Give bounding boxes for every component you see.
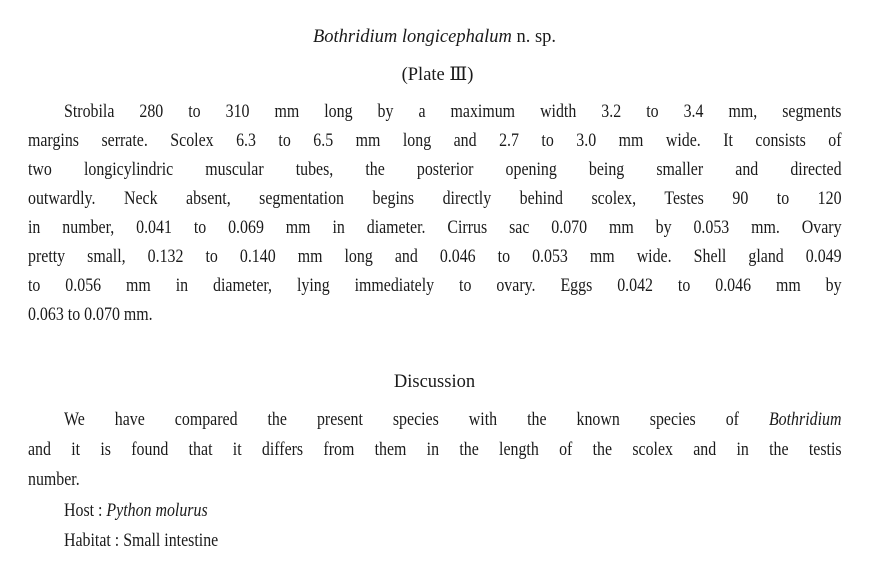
species-name: Bothridium longicephalum bbox=[312, 27, 512, 47]
habitat-value: Small intestine bbox=[123, 531, 219, 551]
description-line: two longicylindric muscular tubes, the posterior opening being smaller and directed bbox=[28, 160, 842, 180]
description-line: to 0.056 mm in diameter, lying immediately to ovary. Eggs 0.042 to 0.046 mm by bbox=[28, 276, 842, 296]
genus-name: Bothridium bbox=[768, 410, 842, 430]
discussion-line: number. bbox=[28, 470, 80, 490]
discussion-text: We have compared the present species with the known species of bbox=[64, 410, 739, 430]
description-line: Strobila 280 to 310 mm long by a maximum width 3.2 to 3.4 mm, segments bbox=[64, 102, 842, 122]
description-line: 0.063 to 0.070 mm. bbox=[28, 305, 153, 325]
discussion-heading: Discussion bbox=[393, 372, 476, 392]
species-title bbox=[0, 26, 869, 48]
host-line bbox=[64, 500, 208, 522]
host-label: Host : bbox=[64, 501, 103, 521]
description-line: margins serrate. Scolex 6.3 to 6.5 mm long and 2.7 to 3.0 mm wide. It consists of bbox=[28, 131, 842, 151]
host-value: Python molurus bbox=[106, 501, 208, 521]
habitat-label: Habitat : bbox=[64, 531, 120, 551]
species-suffix: n. sp. bbox=[516, 27, 557, 47]
discussion-line: and it is found that it differs from them in the length of the scolex and in the testis bbox=[28, 440, 842, 460]
description-line: in number, 0.041 to 0.069 mm in diameter. Cirrus sac 0.070 mm by 0.053 mm. Ovary bbox=[28, 218, 842, 238]
description-line: pretty small, 0.132 to 0.140 mm long and 0.046 to 0.053 mm wide. Shell gland 0.049 bbox=[28, 247, 842, 267]
description-line: outwardly. Neck absent, segmentation begins directly behind scolex, Testes 90 to 120 bbox=[28, 189, 842, 209]
habitat-line bbox=[64, 530, 218, 552]
discussion-line bbox=[64, 409, 841, 431]
plate-label: (Plate Ⅲ) bbox=[401, 65, 474, 85]
